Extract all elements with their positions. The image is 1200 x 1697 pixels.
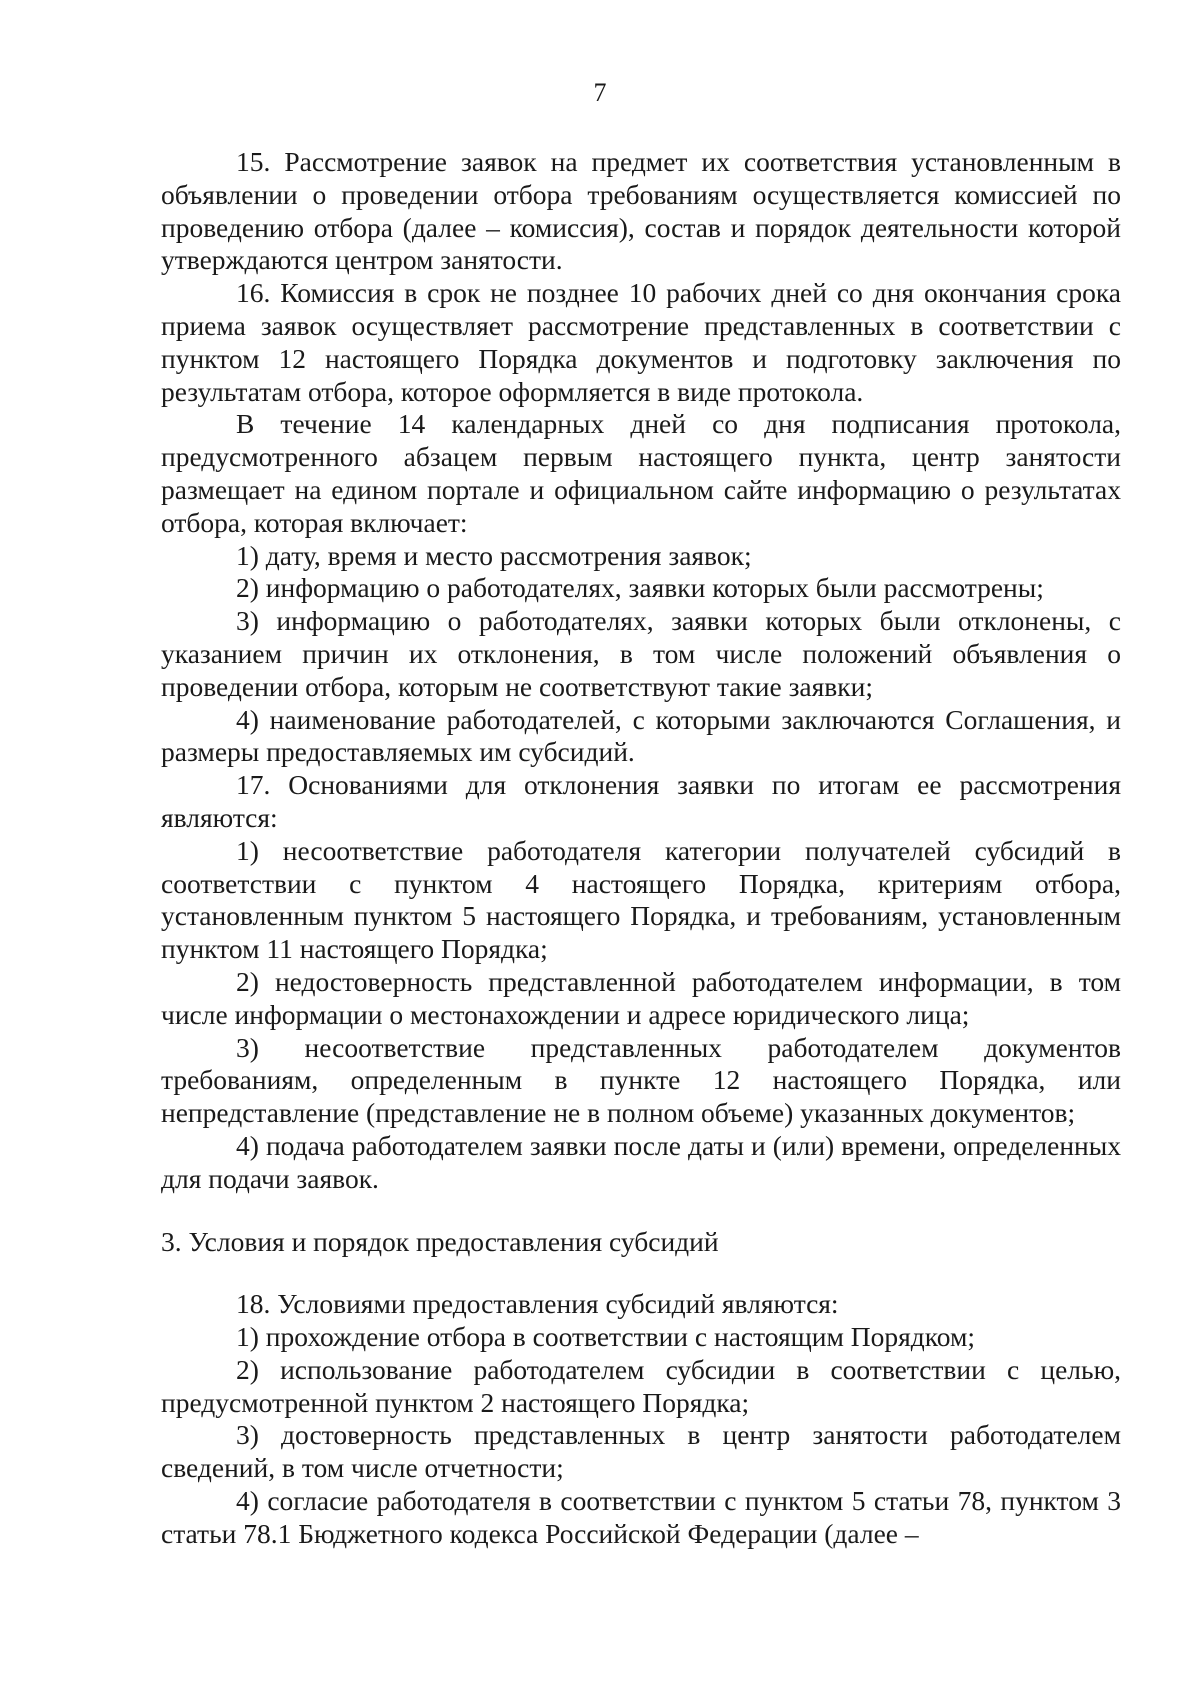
list-item: 1) прохождение отбора в соответствии с настоящим Порядком; — [236, 1321, 976, 1353]
list-item: 3) информацию о работодателях, заявки которых были отклонены, с указанием причин их отклонения, в том числе положений объявления о проведении отбора, которым не соответствуют такие заявки; — [161, 605, 1121, 702]
list-item: 1) дату, время и место рассмотрения заявок; — [236, 539, 752, 571]
list-item: 2) информацию о работодателях, заявки которых были рассмотрены; — [236, 572, 1044, 604]
list-item: 4) подача работодателем заявки после даты и (или) времени, определенных для подачи заявок. — [161, 1129, 1121, 1194]
list-item: 1) несоответствие работодателя категории получателей субсидий в соответствии с пунктом 4 настоящего Порядка, критериям отбора, установленным пунктом 5 настоящего Порядка, и требованиям, установленным пунктом 11 настоящего Порядка; — [161, 834, 1121, 965]
paragraph-16: 16. Комиссия в срок не позднее 10 рабочих дней со дня окончания срока приема заявок осуществляет рассмотрение представленных в соответствии с пунктом 12 настоящего Порядка документов и подготовку заключения по результатам отбора, которое оформляется в виде протокола. — [161, 277, 1121, 407]
list-item: 3) несоответствие представленных работодателем документов требованиям, определенным в пункте 12 настоящего Порядка, или непредставление (представление не в полном объеме) указанных документов; — [161, 1031, 1121, 1129]
page-number: 7 — [593, 78, 607, 107]
paragraph-15: 15. Рассмотрение заявок на предмет их соответствия установленным в объявлении о проведении отбора требованиям осуществляется комиссией по проведению отбора (далее – комиссия), состав и порядок деятельности которой утверждаются центром занятости. — [161, 146, 1121, 276]
document-body — [161, 146, 1121, 1551]
section-heading: 3. Условия и порядок предоставления субсидий — [161, 1225, 719, 1257]
paragraph-18: 18. Условиями предоставления субсидий являются: — [236, 1288, 839, 1320]
list-item: 4) согласие работодателя в соответствии с пунктом 5 статьи 78, пунктом 3 статьи 78.1 Бюджетного кодекса Российской Федерации (далее – — [161, 1485, 1121, 1549]
list-item: 3) достоверность представленных в центр занятости работодателем сведений, в том числе отчетности; — [161, 1419, 1121, 1484]
list-item: 4) наименование работодателей, с которыми заключаются Соглашения, и размеры предоставляемых им субсидий. — [161, 703, 1121, 768]
paragraph-17: 17. Основаниями для отклонения заявки по итогам ее рассмотрения являются: — [161, 769, 1121, 833]
paragraph-16-publication: В течение 14 календарных дней со дня подписания протокола, предусмотренного абзацем первым настоящего пункта, центр занятости размещает на едином портале и официальном сайте информацию о результатах отбора, которая включает: — [161, 408, 1121, 538]
list-item: 2) использование работодателем субсидии в соответствии с целью, предусмотренной пунктом 2 настоящего Порядка; — [161, 1353, 1121, 1418]
list-item: 2) недостоверность представленной работодателем информации, в том числе информации о местонахождении и адресе юридического лица; — [161, 965, 1121, 1030]
